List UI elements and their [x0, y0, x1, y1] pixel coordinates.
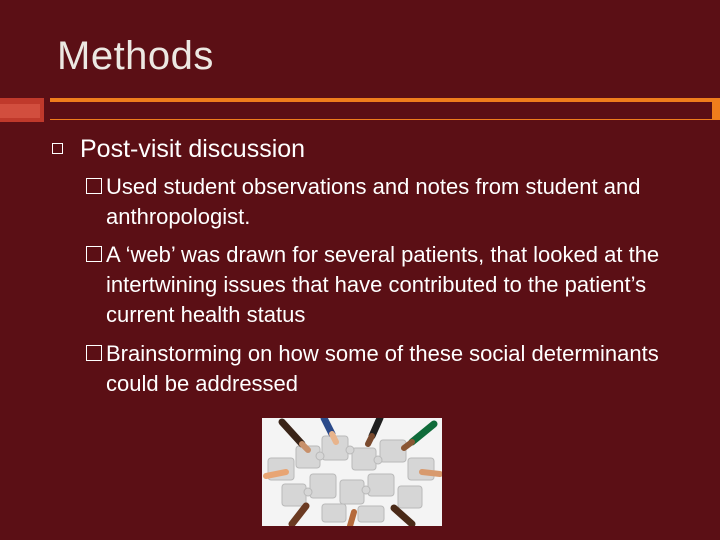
sub-bullet-text: Brainstorming on how some of these social determinants could be addressed: [106, 341, 659, 396]
sub-bullet-2: [86, 240, 676, 330]
puzzle-hands-image: [262, 418, 442, 526]
bullet-box-icon: [52, 143, 63, 154]
slide-title: Methods: [57, 34, 214, 78]
title-rule-right: [712, 98, 720, 120]
sub-bullet-box-icon: [86, 178, 102, 194]
sub-bullet-1: [86, 172, 676, 232]
title-rule-block-inner: [0, 104, 40, 118]
bullet-level1-text: Post-visit discussion: [80, 135, 306, 163]
title-rule-thin: [50, 119, 720, 120]
sub-bullet-text: A ‘web’ was drawn for several patients, that looked at the intertwining issues that have contributed to the patient’s current health status: [106, 242, 660, 327]
sub-bullet-box-icon: [86, 246, 102, 262]
sub-bullet-text: Used student observations and notes from student and anthropologist.: [106, 174, 641, 229]
bullet-level1: [52, 133, 305, 165]
sub-bullet-box-icon: [86, 345, 102, 361]
puzzle-hands-illustration: [262, 418, 442, 526]
title-rule-orange: [50, 98, 720, 102]
sub-bullet-3: [86, 339, 676, 399]
